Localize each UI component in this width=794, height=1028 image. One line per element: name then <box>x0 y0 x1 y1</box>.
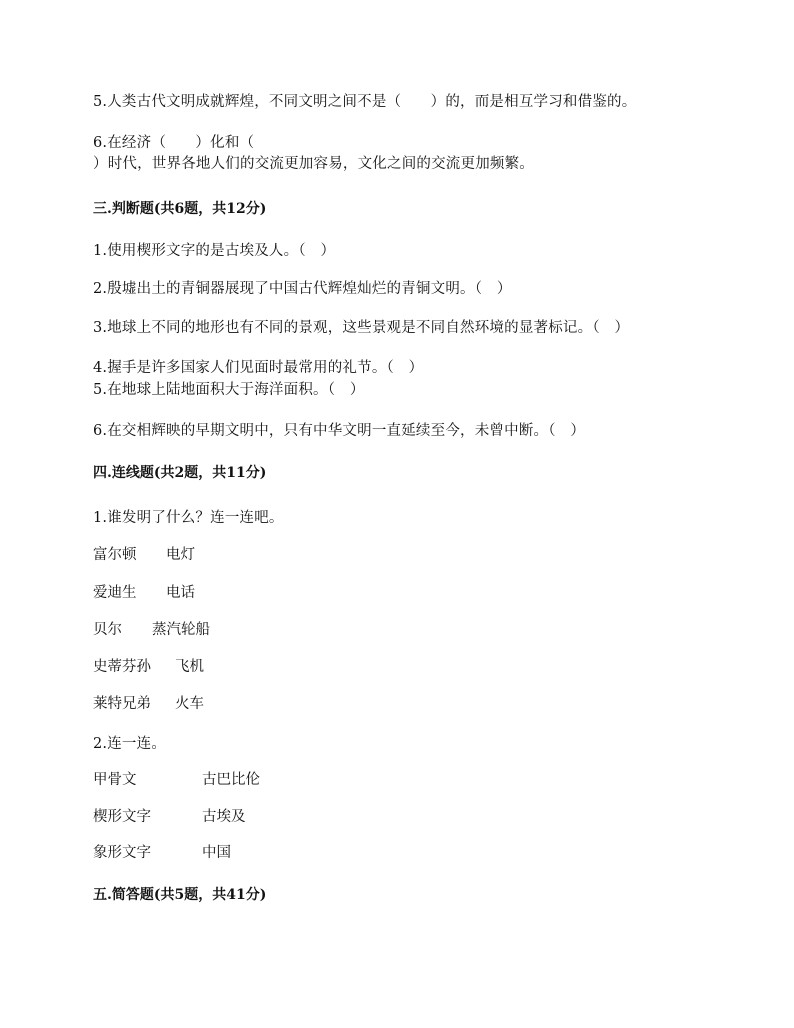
match-q1-row <box>93 583 195 603</box>
civilization-label: 古埃及 <box>202 809 246 825</box>
match-q2-row <box>93 807 246 827</box>
civilization-label: 中国 <box>202 845 231 861</box>
match-q1-row <box>93 657 204 677</box>
inventor-label: 富尔顿 <box>93 547 137 563</box>
invention-label: 飞机 <box>175 659 204 675</box>
inventor-label: 莱特兄弟 <box>93 696 151 712</box>
fill-q6-line2: ）时代，世界各地人们的交流更加容易，文化之间的交流更加频繁。 <box>93 156 534 172</box>
inventor-label: 史蒂芬孙 <box>93 659 151 675</box>
section5-heading: 五.简答题(共5题，共41分) <box>93 887 267 903</box>
fill-q5: 5.人类古代文明成就辉煌，不同文明之间不是（ ）的，而是相互学习和借鉴的。 <box>93 94 637 110</box>
invention-label: 电灯 <box>166 547 195 563</box>
match-q1-row <box>93 620 210 640</box>
judge-item-2: 2.殷墟出土的青铜器展现了中国古代辉煌灿烂的青铜文明。（ ） <box>93 281 512 297</box>
match-q2-row <box>93 770 260 790</box>
invention-label: 蒸汽轮船 <box>152 622 210 638</box>
judge-item-4: 4.握手是许多国家人们见面时最常用的礼节。（ ） <box>93 360 424 376</box>
judge-item-3: 3.地球上不同的地形也有不同的景观，这些景观是不同自然环境的显著标记。（ ） <box>93 320 630 336</box>
judge-item-5: 5.在地球上陆地面积大于海洋面积。（ ） <box>93 382 365 398</box>
judge-item-1: 1.使用楔形文字的是古埃及人。（ ） <box>93 243 336 259</box>
match-q1-prompt: 1.谁发明了什么？连一连吧。 <box>93 510 284 526</box>
invention-label: 火车 <box>175 696 204 712</box>
match-q1-row <box>93 694 204 714</box>
script-label: 象形文字 <box>93 845 151 861</box>
match-q2-prompt: 2.连一连。 <box>93 736 167 752</box>
invention-label: 电话 <box>166 585 195 601</box>
judge-item-6: 6.在交相辉映的早期文明中，只有中华文明一直延续至今，未曾中断。（ ） <box>93 423 586 439</box>
script-label: 楔形文字 <box>93 809 151 825</box>
match-q1-row <box>93 545 195 565</box>
civilization-label: 古巴比伦 <box>202 772 260 788</box>
section4-heading: 四.连线题(共2题，共11分) <box>93 465 267 481</box>
inventor-label: 爱迪生 <box>93 585 137 601</box>
fill-q6-line1: 6.在经济（ ）化和（ <box>93 135 255 151</box>
match-q2-row <box>93 843 231 863</box>
script-label: 甲骨文 <box>93 772 137 788</box>
inventor-label: 贝尔 <box>93 622 122 638</box>
section3-heading: 三.判断题(共6题，共12分) <box>93 201 267 217</box>
